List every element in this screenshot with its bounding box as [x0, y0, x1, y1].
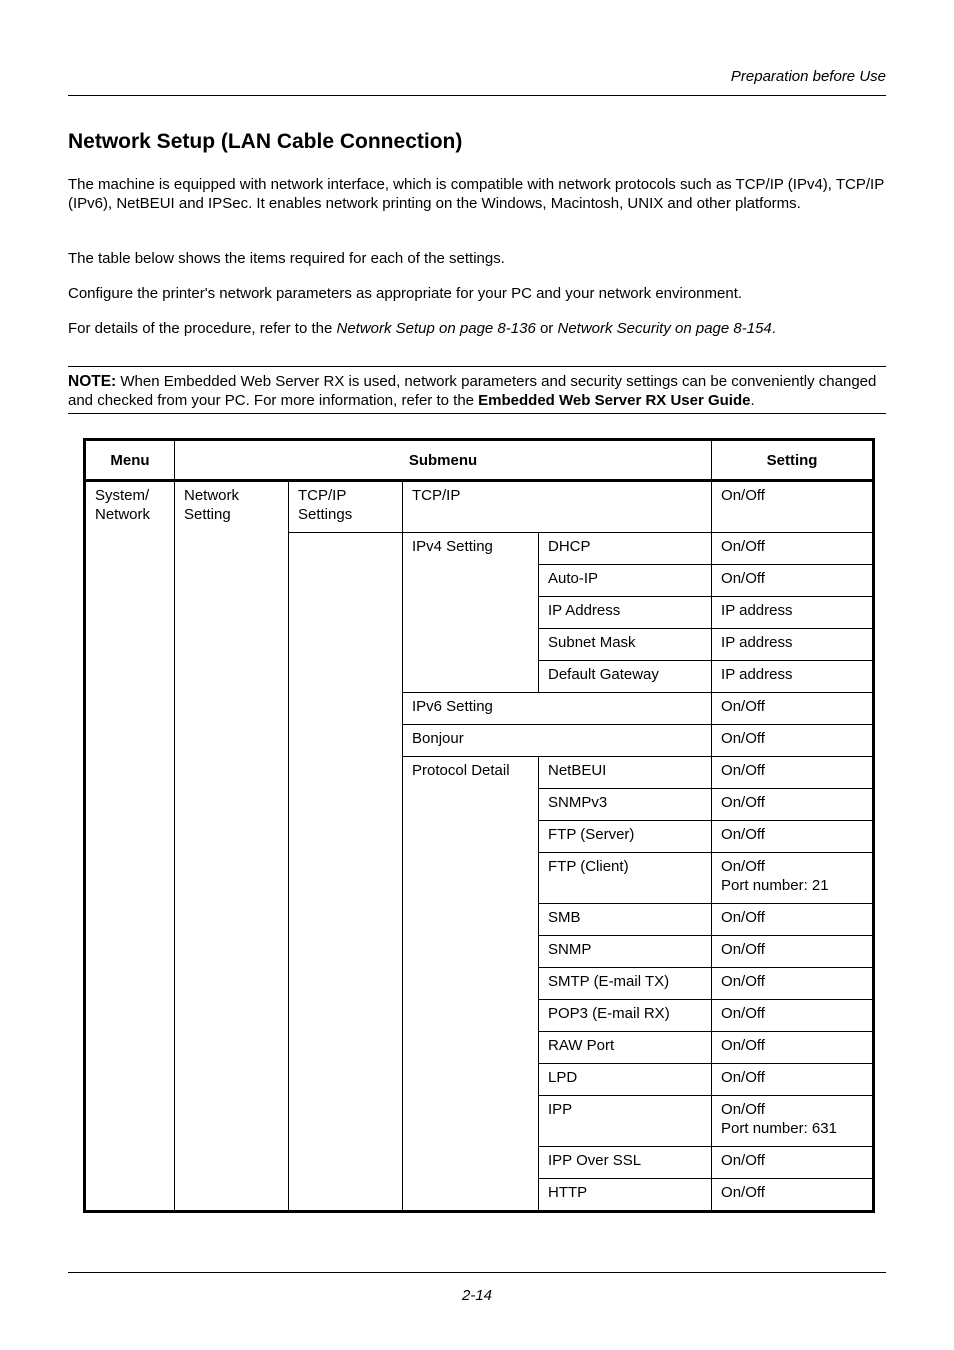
- bonjour-cell: Bonjour: [403, 725, 712, 757]
- setting-cell: IP address: [712, 629, 874, 661]
- network-setup-link: Network Setup on page 8-136: [336, 320, 536, 337]
- setting-cell: On/Off: [712, 533, 874, 565]
- setting-cell: On/Off: [712, 481, 874, 533]
- setting-cell: On/Off: [712, 725, 874, 757]
- item-cell: IPP Over SSL: [539, 1147, 712, 1179]
- tcpip-cell: TCP/IP: [403, 481, 712, 533]
- item-cell: SNMP: [539, 936, 712, 968]
- item-cell: IP Address: [539, 597, 712, 629]
- item-cell: Default Gateway: [539, 661, 712, 693]
- item-cell: HTTP: [539, 1179, 712, 1212]
- header-rule: [68, 95, 886, 96]
- protocol-detail-cell: Protocol Detail: [403, 757, 539, 1212]
- setting-cell: IP address: [712, 661, 874, 693]
- setting-cell: On/Off Port number: 21: [712, 853, 874, 904]
- item-cell: SMTP (E-mail TX): [539, 968, 712, 1000]
- setting-cell: On/Off: [712, 1179, 874, 1212]
- network-setting-cell: Network Setting: [175, 481, 289, 1212]
- running-header: Preparation before Use: [730, 68, 886, 85]
- item-cell: SNMPv3: [539, 789, 712, 821]
- network-security-link: Network Security on page 8-154: [557, 320, 772, 337]
- menu-cell: System/ Network: [85, 481, 175, 1212]
- reference-mid: or: [535, 320, 558, 337]
- table-intro-paragraph: The table below shows the items required for each of the settings.: [68, 250, 505, 267]
- reference-paragraph: [68, 319, 886, 338]
- item-cell: RAW Port: [539, 1032, 712, 1064]
- setting-cell: On/Off Port number: 631: [712, 1096, 874, 1147]
- reference-prefix: For details of the procedure, refer to the: [68, 320, 337, 337]
- item-cell: IPP: [539, 1096, 712, 1147]
- header-submenu: Submenu: [175, 440, 712, 481]
- item-cell: POP3 (E-mail RX): [539, 1000, 712, 1032]
- setting-cell: On/Off: [712, 821, 874, 853]
- setting-cell: On/Off: [712, 968, 874, 1000]
- network-settings-table: [83, 438, 875, 1213]
- ipv6-setting-cell: IPv6 Setting: [403, 693, 712, 725]
- item-cell: SMB: [539, 904, 712, 936]
- setting-cell: On/Off: [712, 904, 874, 936]
- setting-cell: On/Off: [712, 693, 874, 725]
- tcpip-settings-spacer: [289, 533, 403, 1212]
- setting-cell: On/Off: [712, 757, 874, 789]
- item-cell: Subnet Mask: [539, 629, 712, 661]
- setting-cell: On/Off: [712, 789, 874, 821]
- item-cell: LPD: [539, 1064, 712, 1096]
- setting-cell: On/Off: [712, 1064, 874, 1096]
- setting-cell: On/Off: [712, 565, 874, 597]
- reference-suffix: .: [771, 320, 776, 337]
- setting-cell: IP address: [712, 597, 874, 629]
- note-end: .: [750, 392, 755, 409]
- header-setting: Setting: [712, 440, 874, 481]
- footer-rule: [68, 1272, 886, 1273]
- item-cell: Auto-IP: [539, 565, 712, 597]
- page-number: 2-14: [461, 1287, 493, 1304]
- item-cell: FTP (Server): [539, 821, 712, 853]
- item-cell: DHCP: [539, 533, 712, 565]
- ipv4-setting-cell: IPv4 Setting: [403, 533, 539, 693]
- header-menu: Menu: [85, 440, 175, 481]
- setting-cell: On/Off: [712, 1000, 874, 1032]
- tcpip-settings-cell: TCP/IP Settings: [289, 481, 403, 533]
- setting-cell: On/Off: [712, 1032, 874, 1064]
- page-title: Network Setup (LAN Cable Connection): [68, 130, 463, 153]
- item-cell: NetBEUI: [539, 757, 712, 789]
- item-cell: FTP (Client): [539, 853, 712, 904]
- configure-paragraph: Configure the printer's network parameters as appropriate for your PC and your network environment.: [68, 285, 743, 302]
- note-label: NOTE:: [68, 373, 117, 390]
- intro-paragraph: The machine is equipped with network interface, which is compatible with network protocols such as TCP/IP (IPv4), TCP/IP (IPv6), NetBEUI and IPSec. It enables network printing on the Windows, Macintosh, UNIX and other platforms.: [68, 176, 884, 212]
- table-row: [85, 481, 874, 533]
- note-guide-name: Embedded Web Server RX User Guide: [478, 392, 751, 409]
- table-header-row: [85, 440, 874, 481]
- setting-cell: On/Off: [712, 936, 874, 968]
- note-box: [68, 366, 886, 414]
- setting-cell: On/Off: [712, 1147, 874, 1179]
- note-text: When Embedded Web Server RX is used, network parameters and security settings can be conveniently changed and checked from your PC. For more information, refer to the: [68, 373, 877, 409]
